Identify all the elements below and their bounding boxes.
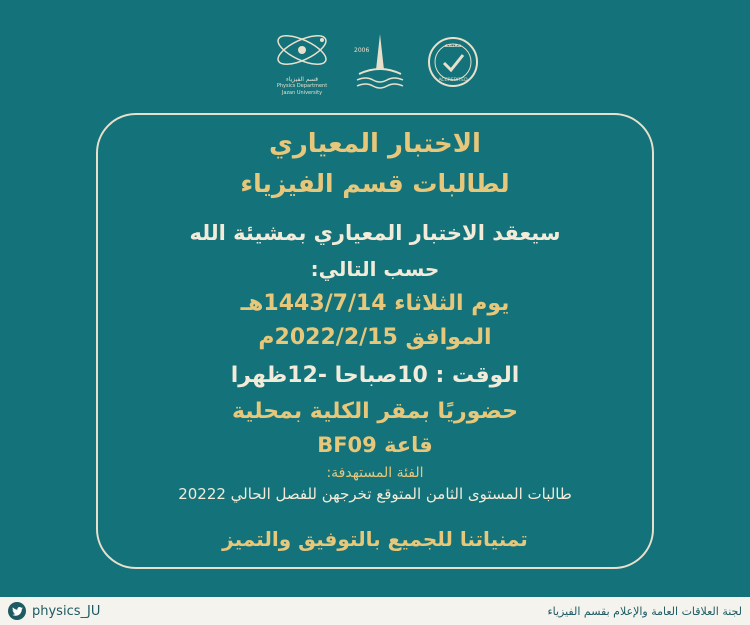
- target-text: طالبات المستوى الثامن المتوقع تخرجهن للفصل الحالي 20222: [178, 485, 572, 503]
- notice-intro: سيعقد الاختبار المعياري بمشيئة الله: [189, 221, 561, 245]
- accredited-en-label: ACCREDITED: [438, 78, 468, 83]
- target-label: الفئة المستهدفة:: [326, 465, 424, 481]
- notice-as-follows: حسب التالي:: [310, 257, 440, 281]
- atom-icon: [270, 28, 334, 76]
- closing-message: تمنياتنا للجميع بالتوفيق والتميز: [222, 527, 528, 551]
- physics-logo-en: Physics Department: [276, 82, 328, 89]
- notice-room: قاعة BF09: [317, 433, 433, 457]
- footer-bar: [0, 597, 750, 625]
- notice-day: يوم الثلاثاء 1443/7/14هـ: [240, 291, 510, 316]
- notice-gregorian-date: الموافق 2022/2/15م: [258, 325, 492, 350]
- twitter-handle-text: physics_JU: [32, 603, 101, 619]
- jazan-year-label: 2006: [354, 47, 370, 54]
- footer-credit: لجنة العلاقات العامة والإعلام بقسم الفيزياء: [547, 604, 742, 618]
- twitter-icon: [8, 602, 26, 620]
- accreditation-logo: [426, 35, 480, 89]
- university-logo-en: Jazan University: [281, 89, 323, 96]
- accredited-ar-label: معتمد: [444, 41, 462, 49]
- notice-subtitle: لطالبات قسم الفيزياء: [240, 169, 510, 198]
- logos-row: [270, 22, 480, 102]
- jazan-university-logo: [351, 30, 409, 94]
- notice-title: الاختبار المعياري: [269, 129, 481, 159]
- accreditation-seal-icon: [426, 35, 480, 89]
- notice-time: الوقت : 10صباحا -12ظهرا: [230, 363, 520, 388]
- notice-location: حضوريًا بمقر الكلية بمحلية: [231, 399, 519, 424]
- twitter-handle[interactable]: [8, 602, 100, 620]
- physics-logo-ar: قسم الفيزياء: [285, 75, 319, 83]
- notice-card: [96, 113, 654, 569]
- physics-department-logo: [270, 28, 334, 97]
- jazan-university-emblem: [351, 30, 409, 94]
